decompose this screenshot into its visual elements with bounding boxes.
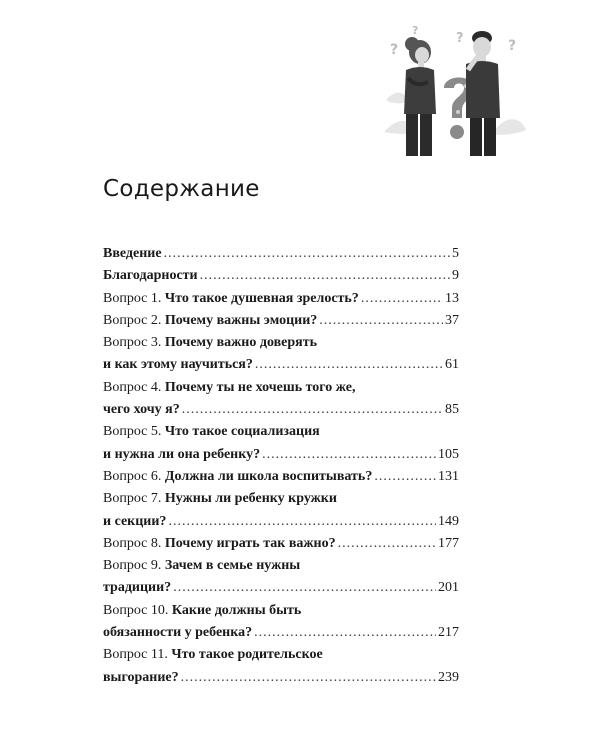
dot-leader [361,288,443,310]
toc-title-continued: обязанности у ребенка? [103,625,253,641]
toc-prefix: Вопрос 3. [103,335,165,351]
dot-leader [200,265,450,287]
toc-entry[interactable] [103,265,459,287]
toc-prefix: Вопрос 9. [103,558,165,574]
dot-leader [164,243,450,265]
toc-entry[interactable] [103,377,459,422]
toc-prefix: Вопрос 8. [103,535,165,551]
dot-leader [255,354,443,376]
toc-page-number: 239 [438,669,459,685]
toc-title: Почему играть так важно? [164,535,336,551]
toc-page-number: 85 [445,402,459,418]
dot-leader [319,310,443,332]
toc-title: Введение [103,246,162,261]
toc-prefix: Вопрос 5. [103,424,165,440]
toc-prefix: Вопрос 11. [103,647,172,663]
toc-page-number: 201 [438,580,459,596]
toc-entry[interactable] [103,644,459,689]
toc-title-continued: и секции? [103,513,167,529]
toc-page-number: 217 [438,625,459,641]
dot-leader [262,444,436,466]
toc-title-continued: и как этому научиться? [103,357,253,373]
toc-page-number: 61 [445,357,459,373]
dot-leader [338,533,436,555]
dot-leader [374,466,436,488]
toc-title: Что такое душевная зрелость? [164,290,359,306]
toc-entry[interactable] [103,421,459,466]
toc-title: Благодарности [103,268,198,284]
toc-page-number: 37 [445,312,459,328]
toc-page-number: 105 [438,446,459,462]
toc-page-number: 177 [438,535,459,551]
toc-title-continued: и нужна ли она ребенку? [103,446,261,462]
toc-entry[interactable] [103,288,459,310]
page-title: Содержание [103,176,260,202]
dot-leader [254,622,436,644]
toc-entry[interactable] [103,243,459,265]
toc-page-number: 9 [452,268,459,284]
dot-leader [173,577,436,599]
toc-prefix: Вопрос 2. [103,312,165,328]
toc-title: Что такое социализация [164,424,320,440]
dot-leader [168,511,436,533]
toc-prefix: Вопрос 6. [103,468,165,484]
toc-page-number: 149 [438,513,459,529]
toc-title: Нужны ли ребенку кружки [164,491,337,507]
toc-page-number: 13 [445,290,459,306]
toc-entry[interactable] [103,332,459,377]
toc-entry[interactable] [103,488,459,533]
toc-title: Что такое родительское [171,647,323,663]
toc-title: Почему важны эмоции? [164,312,318,328]
toc-title-continued: выгорание? [103,669,179,685]
toc-prefix: Вопрос 7. [103,491,165,507]
toc-page-number: 5 [452,246,459,261]
toc-entry[interactable] [103,533,459,555]
toc-entry[interactable] [103,555,459,600]
toc-prefix: Вопрос 10. [103,602,172,618]
table-of-contents [103,243,459,689]
toc-title: Почему важно доверять [164,335,318,351]
svg-text:?: ? [412,24,419,37]
svg-text:?: ? [508,38,517,54]
dot-leader [181,667,436,689]
toc-page-number: 131 [438,468,459,484]
people-question-illustration [382,22,528,160]
toc-title-continued: чего хочу я? [103,402,180,418]
toc-title-continued: традиции? [103,580,172,596]
toc-prefix: Вопрос 1. [103,290,165,306]
toc-title: Зачем в семье нужны [164,558,301,574]
toc-entry[interactable] [103,310,459,332]
toc-entry[interactable] [103,466,459,488]
toc-entry[interactable] [103,600,459,645]
svg-text:?: ? [390,42,399,58]
toc-title: Должна ли школа воспитывать? [164,468,373,484]
toc-title: Почему ты не хочешь того же, [164,379,356,395]
toc-prefix: Вопрос 4. [103,379,165,395]
svg-text:?: ? [456,31,464,46]
dot-leader [182,399,443,421]
toc-title: Какие должны быть [171,602,302,618]
